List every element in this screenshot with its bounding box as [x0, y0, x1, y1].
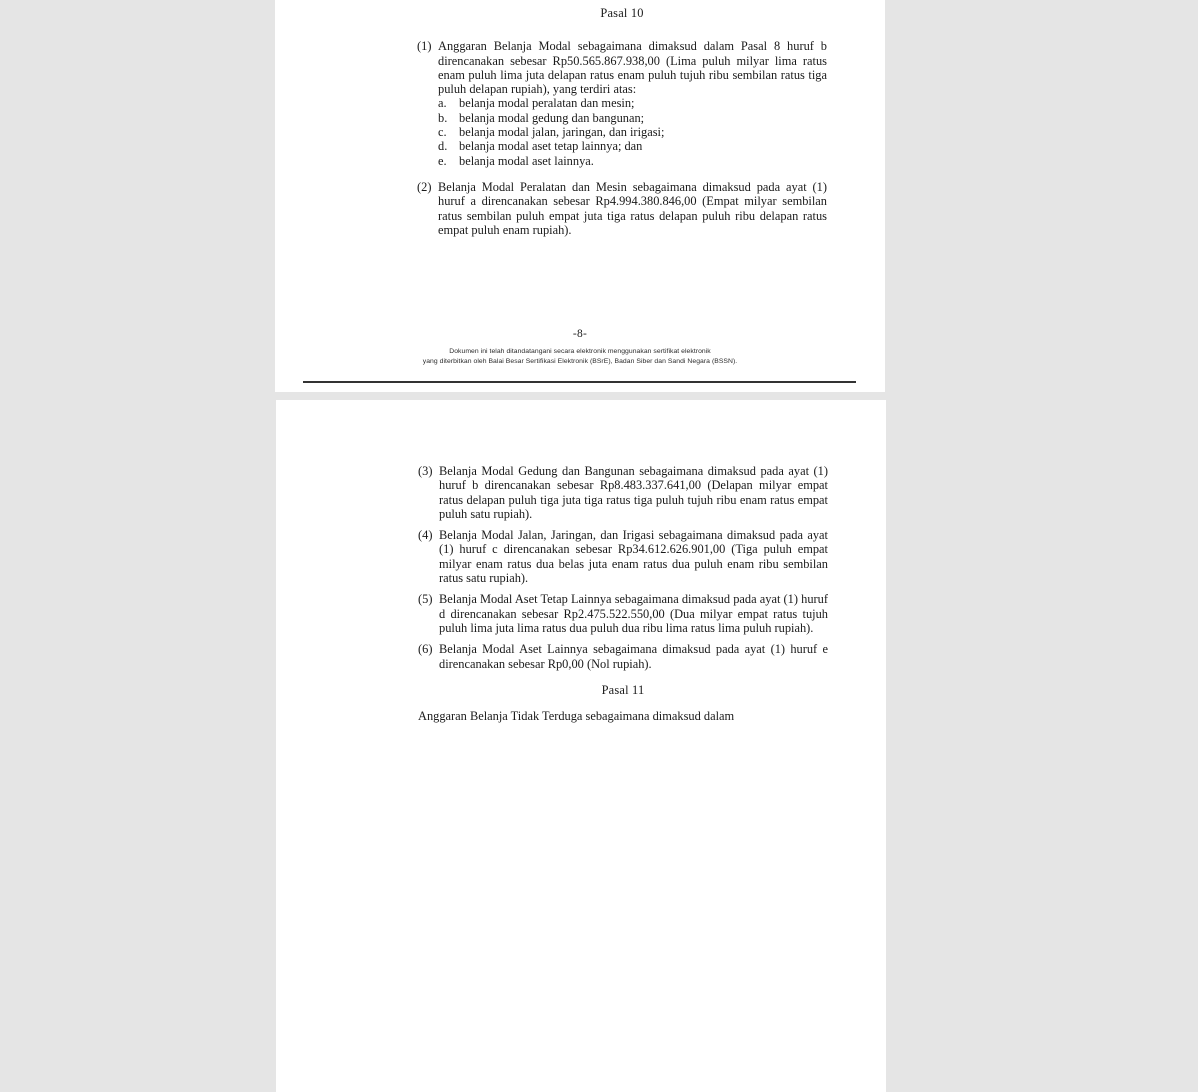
clause-4-marker: (4)	[418, 528, 433, 543]
clause-3-marker: (3)	[418, 464, 433, 478]
subitem-e-marker: e.	[438, 153, 447, 168]
clause-3-text: Belanja Modal Gedung dan Bangunan sebagaimana dimaksud pada ayat (1) huruf b direncanakan sebesar Rp8.483.337.641,00 (Delapan milyar empat ratus delapan puluh tiga juta tiga ratus tiga puluh tujuh ribu enam ratus empat puluh satu rupiah).	[439, 464, 828, 521]
clause-1-marker: (1)	[417, 39, 432, 54]
subitem-a-marker: a.	[438, 96, 447, 111]
subitem-d	[438, 139, 827, 153]
document-page-9	[276, 400, 886, 1092]
subitem-a-text: belanja modal peralatan dan mesin;	[459, 96, 635, 111]
page-9-content	[418, 464, 828, 723]
clause-6-text: Belanja Modal Aset Lainnya sebagaimana dimaksud pada ayat (1) huruf e direncanakan sebesar Rp0,00 (Nol rupiah).	[439, 642, 828, 671]
page-8-content	[417, 6, 827, 237]
subitem-b-marker: b.	[438, 110, 448, 125]
subitem-c-marker: c.	[438, 125, 447, 140]
clause-4	[418, 528, 828, 585]
page-8-heading-pasal-10: Pasal 10	[600, 6, 644, 20]
clause-6-marker: (6)	[418, 642, 433, 657]
clause-1-text: Anggaran Belanja Modal sebagaimana dimaksud dalam Pasal 8 huruf b direncanakan sebesar Rp50.565.867.938,00 (Lima puluh milyar lima ratus enam puluh lima juta delapan ratus enam puluh tujuh ribu sembilan ratus tiga puluh delapan rupiah), yang terdiri atas:	[438, 39, 827, 97]
subitem-d-marker: d.	[438, 139, 448, 154]
clause-5-marker: (5)	[418, 592, 433, 607]
clause-6	[418, 642, 828, 671]
page-8-esign-note	[275, 347, 885, 367]
subitem-b	[438, 111, 827, 125]
page-8-page-number: -8-	[572, 328, 588, 340]
subitem-e-text: belanja modal aset lainnya.	[459, 153, 594, 168]
subitem-c	[438, 125, 827, 139]
subitem-e	[438, 154, 827, 168]
clause-4-text: Belanja Modal Jalan, Jaringan, dan Irigasi sebagaimana dimaksud pada ayat (1) huruf c direncanakan sebesar Rp34.612.626.901,00 (Tiga puluh empat milyar enam ratus dua belas juta enam ratus dua puluh enam ribu sembilan ratus satu rupiah).	[439, 528, 828, 586]
subitem-c-text: belanja modal jalan, jaringan, dan irigasi;	[459, 125, 665, 140]
clause-2	[417, 180, 827, 237]
clause-2-marker: (2)	[417, 179, 432, 194]
subitem-d-text: belanja modal aset tetap lainnya; dan	[459, 139, 643, 154]
document-page-8	[275, 0, 885, 392]
subitem-b-text: belanja modal gedung dan bangunan;	[459, 110, 645, 125]
subitem-a	[438, 96, 827, 110]
clause-5-text: Belanja Modal Aset Tetap Lainnya sebagaimana dimaksud pada ayat (1) huruf d direncanakan sebesar Rp2.475.522.550,00 (Dua milyar empat ratus tujuh puluh lima juta lima ratus dua puluh dua ribu lima ratus lima puluh rupiah).	[439, 592, 828, 635]
clause-2-text: Belanja Modal Peralatan dan Mesin sebagaimana dimaksud pada ayat (1) huruf a direncanakan sebesar Rp4.994.380.846,00 (Empat milyar sembilan ratus sembilan puluh empat juta tiga ratus delapan puluh ribu delapan ratus empat puluh enam rupiah).	[438, 179, 827, 237]
esign-note-line-2: yang diterbitkan oleh Balai Besar Sertifikasi Elektronik (BSrE), Badan Siber dan Sandi Negara (BSSN).	[422, 358, 738, 365]
clause-1	[417, 39, 827, 96]
page-9-closing-paragraph: Anggaran Belanja Tidak Terduga sebagaimana dimaksud dalam	[418, 709, 735, 724]
clause-5	[418, 592, 828, 635]
page-8-bottom-rule	[303, 381, 856, 383]
page-9-heading-pasal-11: Pasal 11	[601, 682, 645, 697]
esign-note-line-1: Dokumen ini telah ditandatangani secara elektronik menggunakan sertifikat elektronik	[449, 348, 711, 355]
clause-3	[418, 464, 828, 521]
